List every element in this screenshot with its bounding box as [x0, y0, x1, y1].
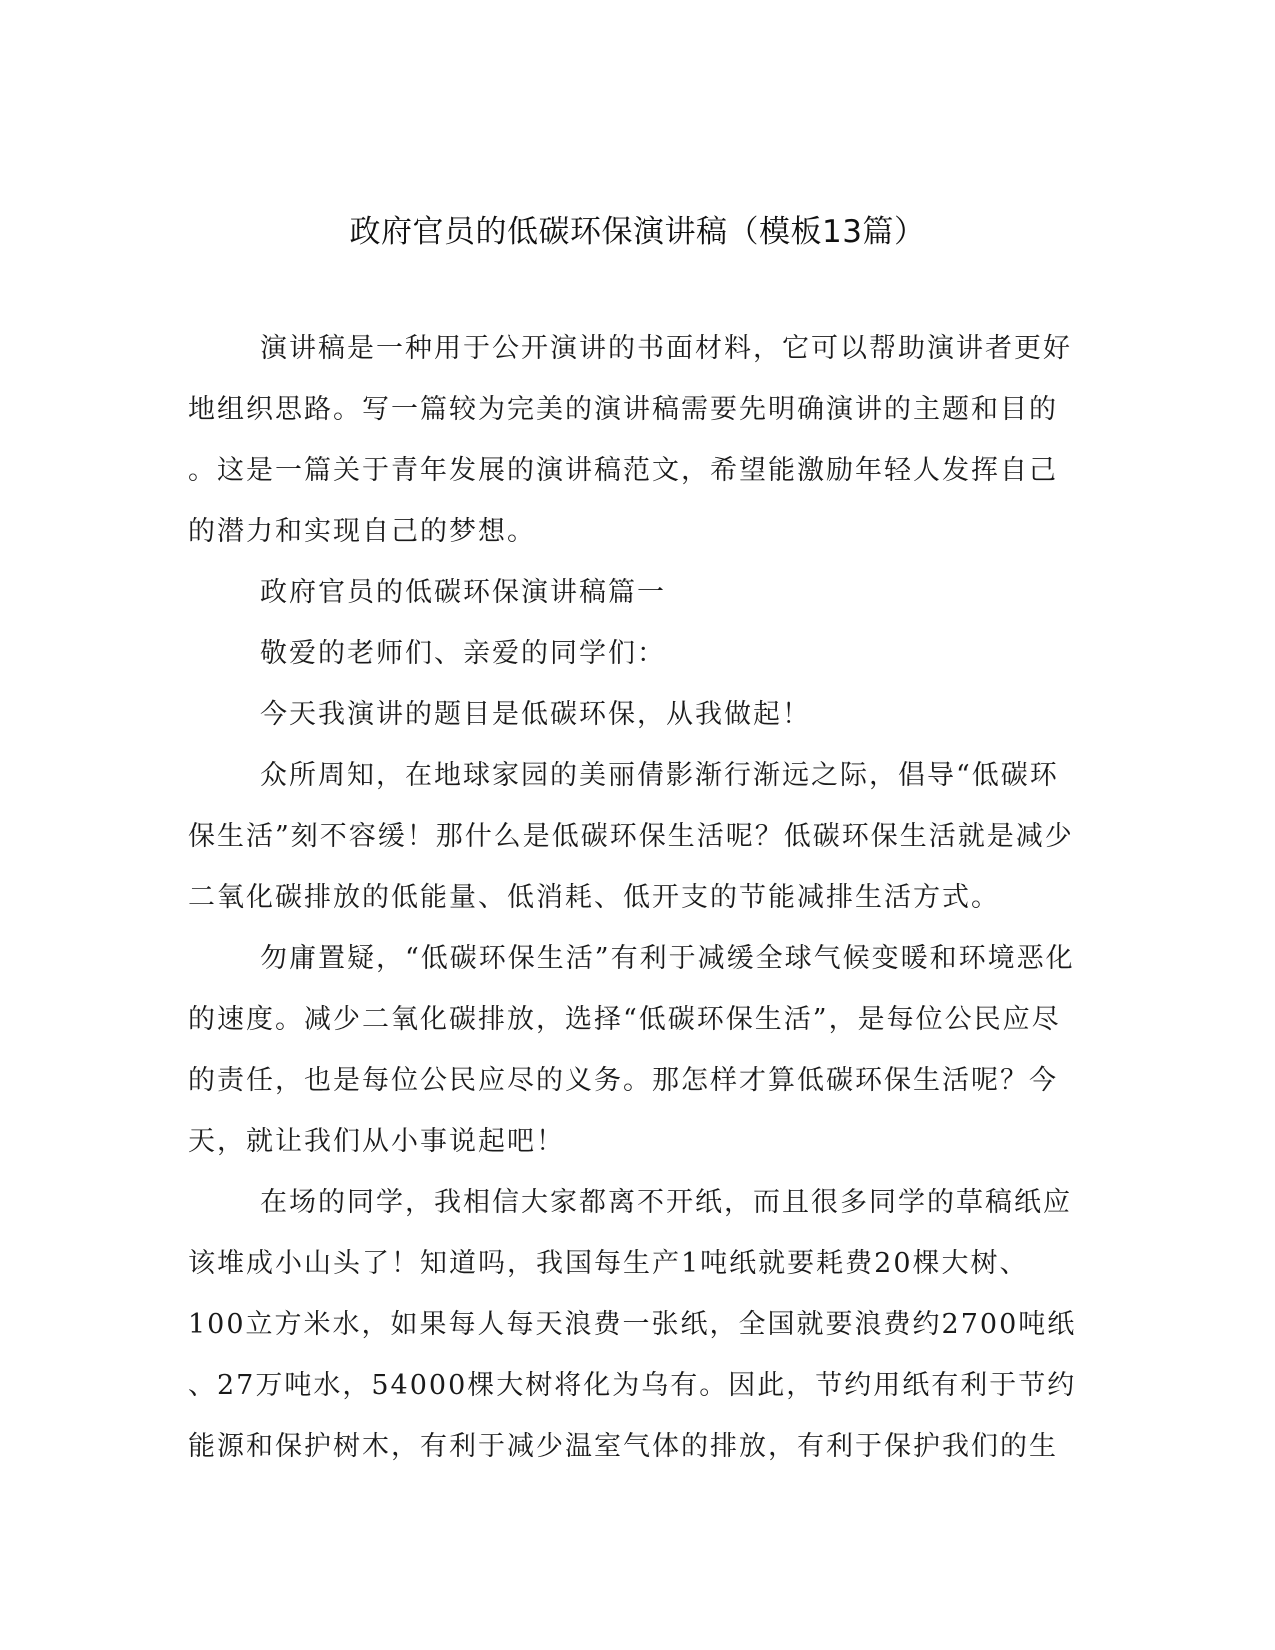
paragraph-line: 二氧化碳排放的低能量、低消耗、低开支的节能减排生活方式。	[188, 882, 1000, 913]
document-body	[188, 318, 1088, 1477]
paragraph-line: 、27万吨水，54000棵大树将化为乌有。因此，节约用纸有利于节约	[188, 1370, 1077, 1401]
section-heading: 政府官员的低碳环保演讲稿篇一	[260, 577, 666, 608]
paragraph-line: 能源和保护树木，有利于减少温室气体的排放，有利于保护我们的生	[188, 1431, 1058, 1462]
paragraph-line: 保生活”刻不容缓！那什么是低碳环保生活呢？低碳环保生活就是减少	[188, 821, 1074, 852]
paragraph-line: 众所周知，在地球家园的美丽倩影渐行渐远之际，倡导“低碳环	[260, 760, 1059, 791]
paragraph-line: 地组织思路。写一篇较为完美的演讲稿需要先明确演讲的主题和目的	[188, 394, 1058, 425]
salutation: 敬爱的老师们、亲爱的同学们：	[260, 638, 666, 669]
paragraph-line: 今天我演讲的题目是低碳环保，从我做起！	[260, 699, 811, 730]
document-title: 政府官员的低碳环保演讲稿（模板13篇）	[349, 214, 926, 250]
paragraph-line: 的速度。减少二氧化碳排放，选择“低碳环保生活”，是每位公民应尽	[188, 1004, 1061, 1035]
paragraph-line: 天，就让我们从小事说起吧！	[188, 1126, 565, 1157]
paragraph-line: 勿庸置疑，“低碳环保生活”有利于减缓全球气候变暖和环境恶化	[260, 943, 1075, 974]
paragraph-line: 100立方米水，如果每人每天浪费一张纸，全国就要浪费约2700吨纸	[188, 1309, 1077, 1340]
paragraph-line: 。这是一篇关于青年发展的演讲稿范文，希望能激励年轻人发挥自己	[188, 455, 1058, 486]
paragraph-line: 演讲稿是一种用于公开演讲的书面材料，它可以帮助演讲者更好	[260, 333, 1072, 364]
paragraph-line: 的潜力和实现自己的梦想。	[188, 516, 536, 547]
paragraph-line: 该堆成小山头了！知道吗，我国每生产1吨纸就要耗费20棵大树、	[188, 1248, 1029, 1279]
paragraph-line: 的责任，也是每位公民应尽的义务。那怎样才算低碳环保生活呢？今	[188, 1065, 1058, 1096]
paragraph-line: 在场的同学，我相信大家都离不开纸，而且很多同学的草稿纸应	[260, 1187, 1072, 1218]
